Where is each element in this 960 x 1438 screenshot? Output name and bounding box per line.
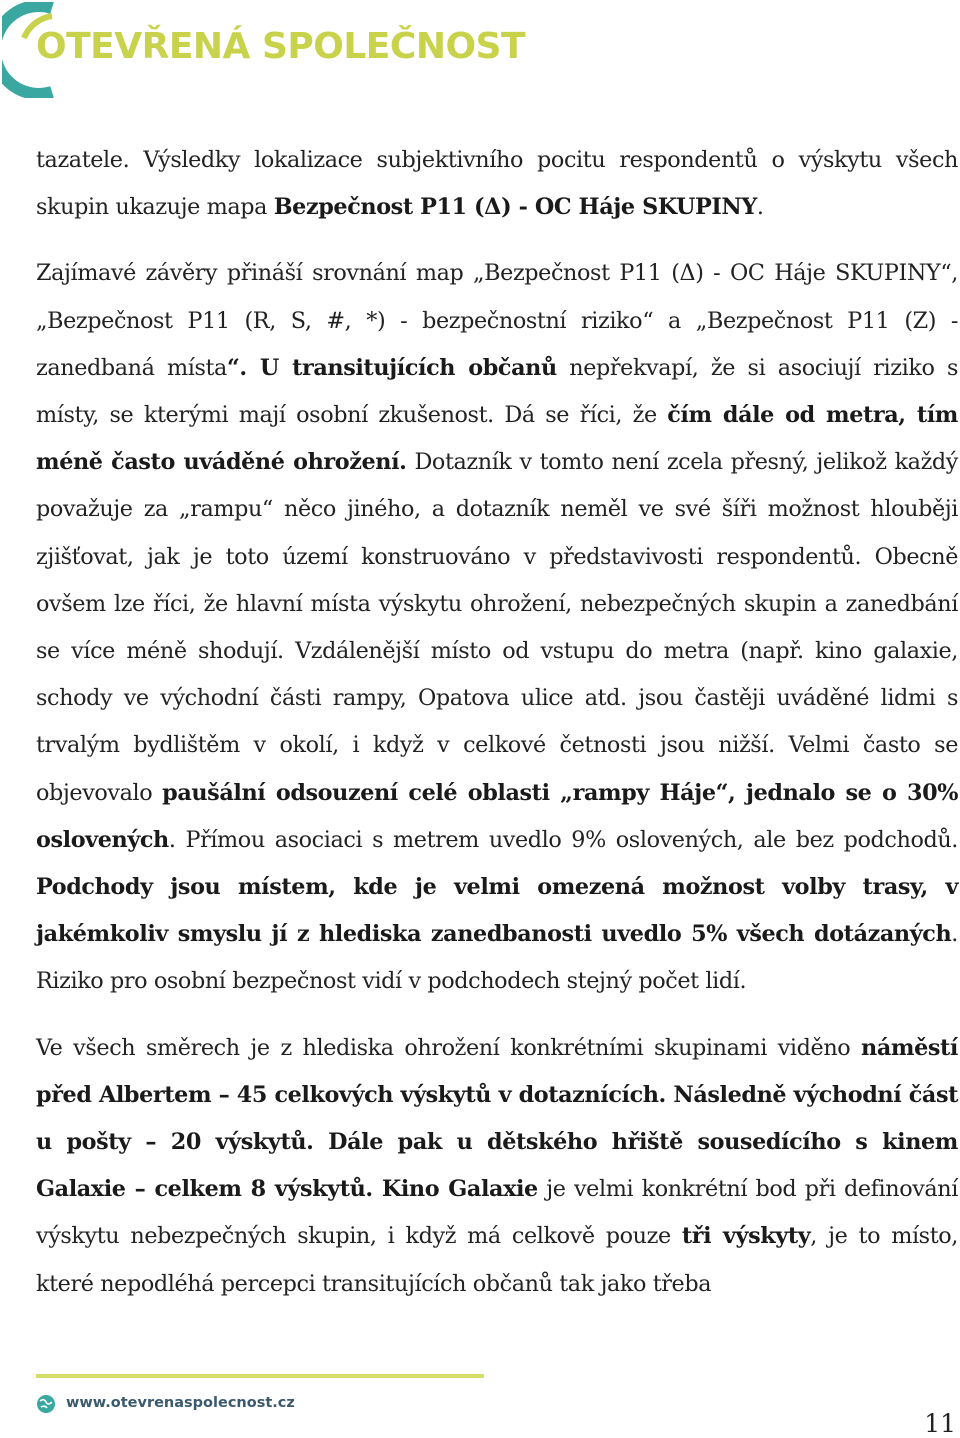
page-header bbox=[0, 0, 960, 100]
emphasis-bold: “. U transitujících občanů bbox=[226, 354, 557, 381]
text-run: , je to místo, které nepodléhá percepci transitujících občanů tak jako třeba bbox=[36, 1223, 958, 1297]
emphasis-bold: tři výskyty bbox=[681, 1223, 811, 1250]
document-body bbox=[36, 137, 958, 1308]
emphasis-bold: náměstí před Albertem – 45 celkových výskytů v dotaznících. Následně východní část u pošty – 20 výskytů. Dále pak u dětského hřiště sousedícího s kinem Galaxie – celkem 8 výskytů. Kino Galaxie bbox=[36, 1034, 958, 1203]
globe-icon bbox=[36, 1394, 56, 1414]
text-run: Ve všech směrech je z hlediska ohrožení konkrétními skupinami viděno bbox=[36, 1034, 862, 1061]
text-run: Dotazník v tomto není zcela přesný, jelikož každý považuje za „rampu“ něco jiného, a dotazník neměl ve své šíři možnost hlouběji zjišťovat, jak je toto území konstruováno v představivosti respondentů. Obecně ovšem lze říci, že hlavní místa výskytu ohrožení, nebezpečných skupin a zanedbání se více méně shodují. Vzdálenější místo od vstupu do metra (např. kino galaxie, schody ve východní části rampy, Opatova ulice atd. jsou častěji uváděné lidmi s trvalým bydlištěm v okolí, i když v celkové četnosti jsou nižší. Velmi často se objevovalo bbox=[36, 449, 958, 806]
page-number: 11 bbox=[924, 1409, 956, 1438]
footer-website-link[interactable]: www.otevrenaspolecnost.cz bbox=[66, 1395, 295, 1411]
emphasis-bold: paušální odsouzení celé oblasti „rampy Háje“, jednalo se o 30% oslovených bbox=[36, 779, 958, 853]
text-run: Zajímavé závěry přináší srovnání map „Bezpečnost P11 (Δ) - OC Háje SKUPINY“, „Bezpečnost P11 (R, S, #, *) - bezpečnostní riziko“ a „Bezpečnost P11 (Z) - zanedbaná místa bbox=[36, 260, 958, 381]
emphasis-bold: Podchody jsou místem, kde je velmi omezená možnost volby trasy, v jakémkoliv smyslu jí z hlediska zanedbanosti uvedlo 5% všech dotázaných bbox=[36, 874, 958, 948]
map-name-bold: Bezpečnost P11 (Δ) - OC Háje SKUPINY bbox=[273, 194, 757, 221]
text-run: nepřekvapí, že si asociují riziko s místy, se kterými mají osobní zkušenost. Dá se říci, že bbox=[36, 354, 958, 429]
paragraph bbox=[36, 1025, 958, 1308]
text-run: tazatele. Výsledky lokalizace subjektivního pocitu respondentů o výskytu všech skupin ukazuje mapa bbox=[36, 147, 958, 221]
text-run: . bbox=[756, 194, 764, 221]
emphasis-bold: čím dále od metra, tím méně často uváděné ohrožení. bbox=[36, 402, 958, 476]
footer-divider bbox=[36, 1374, 484, 1378]
text-run: . Riziko pro osobní bezpečnost vidí v podchodech stejný počet lidí. bbox=[36, 921, 958, 995]
paragraph bbox=[36, 137, 958, 231]
text-run: . Přímou asociaci s metrem uvedlo 9% oslovených, ale bez podchodů. bbox=[168, 826, 958, 853]
text-run: je velmi konkrétní bod při definování výskytu nebezpečných skupin, i když má celkově pouze bbox=[36, 1176, 958, 1250]
logo-wordmark[interactable]: OTEVŘENÁ SPOLEČNOST bbox=[36, 26, 526, 67]
paragraph bbox=[36, 250, 958, 1005]
